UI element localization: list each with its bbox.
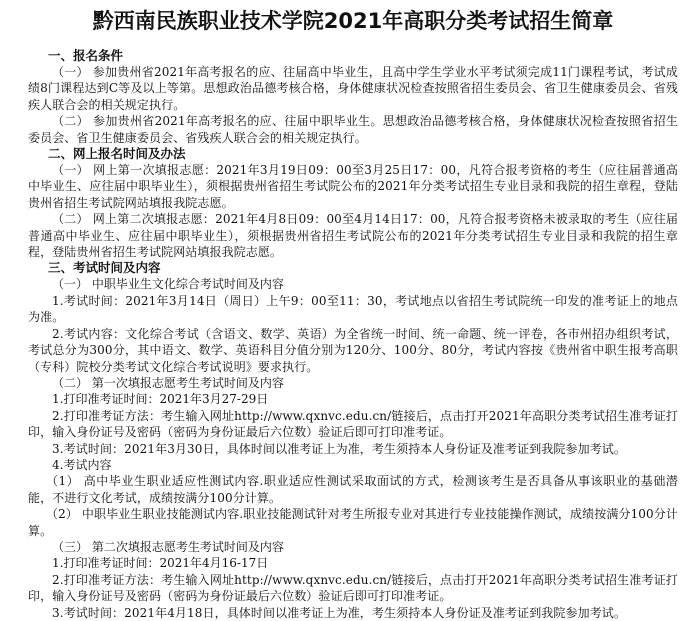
- paragraph-first-application: （一） 网上第一次填报志愿：2021年3月19日09：00至3月25日17：00，凡符合报考资格的考生（应往届普通高中毕业生、应往届中职毕业生），须根据贵州省招生考试院公布的2021年分类考试招生专业目录和我院的招生章程，登陆贵州省招生考试院网站填报我院志愿。: [28, 163, 678, 210]
- item-print-ticket-method-2: 2.打印准考证方法：考生输入网址http://www.qxnvc.edu.cn/链接后，点击打开2021年高职分类考试招生准考证打印，输入身份证号及密码（密码为身份证最后六位数）验证后即可打印准考证。: [28, 572, 678, 604]
- section-heading-online-registration: 二、网上报名时间及办法: [48, 146, 186, 162]
- subheading-first-application-exam: （二） 第一次填报志愿考生考试时间及内容: [52, 375, 284, 390]
- section-heading-exam-schedule: 三、考试时间及内容: [48, 260, 161, 276]
- item-print-ticket-time-1: 1.打印准考证时间：2021年3月27-29日: [52, 392, 269, 407]
- item-skills-test: （2） 中职毕业生职业技能测试内容.职业技能测试针对考生所报专业对其进行专业技能操作测试，成绩按满分100分计算。: [28, 507, 678, 538]
- subheading-second-application-exam: （三） 第二次填报志愿考生考试时间及内容: [52, 539, 284, 554]
- item-exam-date-1: 3.考试时间：2021年3月30日，具体时间以准考证上为准，考生须持本人身份证及准考证到我院参加考试。: [52, 441, 626, 456]
- paragraph-second-application: （二） 网上第二次填报志愿：2021年4月8日09：00至4月14日17：00，凡符合报考资格未被录取的考生（应往届普通高中毕业生、应往届中职毕业生），须根据贵州省招生考试院公布的2021年分类考试招生专业目录和我院的招生章程，登陆贵州省招生考试院网站填报我院志愿。: [28, 212, 678, 260]
- item-print-ticket-time-2: 1.打印准考证时间：2021年4月16-17日: [52, 556, 269, 571]
- item-aptitude-test: （1） 高中毕业生职业适应性测试内容.职业适应性测试采取面试的方式，检测该考生是否具备从事该职业的基础潜能，不进行文化考试，成绩按满分100分计算。: [28, 474, 678, 505]
- subheading-vocational-culture-exam: （一） 中职毕业生文化综合考试时间及内容: [52, 277, 284, 292]
- item-exam-content-heading: 4.考试内容: [52, 457, 112, 472]
- item-exam-content: 2.考试内容：文化综合考试（含语文、数学、英语）为全省统一时间、统一命题、统一评卷，各市州招办组织考试，考试总分为300分，其中语文、数学、英语科目分值分别为120分、100分、80分，考试内容按《贵州省中职生报考高职（专科）院校分类考试文化综合考试说明》要求执行。: [28, 326, 678, 374]
- paragraph-eligibility-high-school: （一） 参加贵州省2021年高考报名的应、往届高中毕业生，且高中学生学业水平考试须完成11门课程考试，考试成绩8门课程达到C等及以上等第。思想政治品德考核合格，身体健康状况检查按照省招生委员会、省卫生健康委员会、省残疾人联合会的相关规定执行。: [28, 65, 678, 112]
- item-print-ticket-method-1: 2.打印准考证方法：考生输入网址http://www.qxnvc.edu.cn/链接后，点击打开2021年高职分类考试招生准考证打印，输入身份证号及密码（密码为身份证最后六位数）验证后即可打印准考证。: [28, 408, 678, 440]
- document-title: 黔西南民族职业技术学院2021年高职分类考试招生简章: [92, 9, 614, 33]
- item-exam-time: 1.考试时间：2021年3月14日（周日）上午9：00至11：30，考试地点以省招生考试院统一印发的准考证上的地点为准。: [28, 293, 678, 325]
- item-exam-date-2: 3.考试时间：2021年4月18日，具体时间以准考证上为准，考生须持本人身份证及准考证到我院参加考试。: [52, 605, 626, 620]
- paragraph-eligibility-vocational: （二） 参加贵州省2021年高考报名的应、往届中职毕业生。思想政治品德考核合格，身体健康状况检查按照省招生委员会、省卫生健康委员会、省残疾人联合会的相关规定执行。: [28, 114, 678, 145]
- section-heading-eligibility: 一、报名条件: [48, 48, 124, 63]
